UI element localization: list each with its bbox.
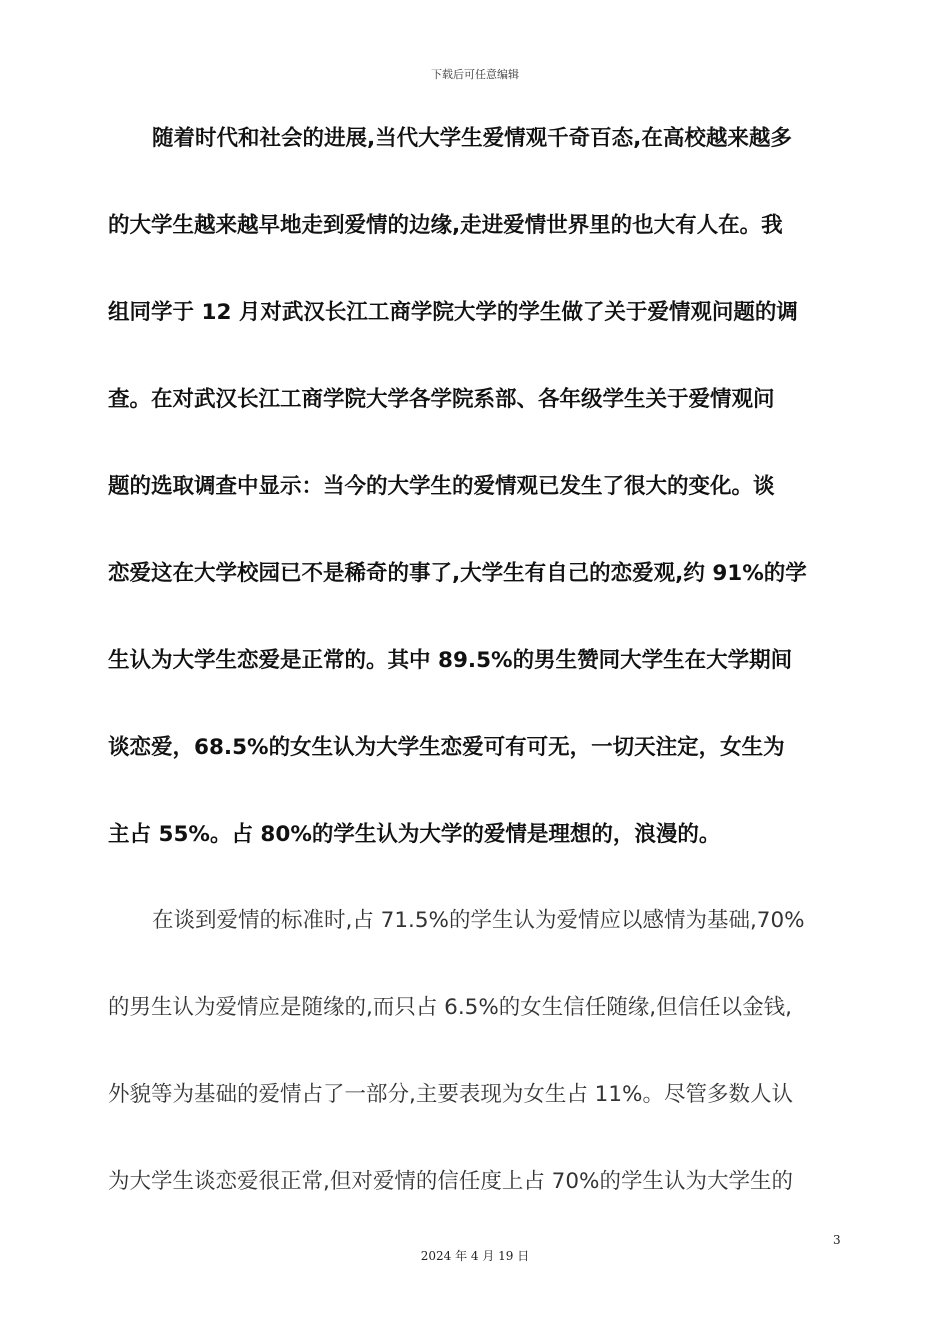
page-header: 下载后可任意编辑	[431, 68, 519, 81]
text-line: 主占 55%。占 80%的学生认为大学的爱情是理想的，浪漫的。	[108, 822, 721, 847]
footer-date: 2024 年 4 月 19 日	[420, 1249, 530, 1263]
text-line: 查。在对武汉长江工商学院大学各学院系部、各年级学生关于爱情观问	[108, 387, 775, 412]
text-line: 的大学生越来越早地走到爱情的边缘,走进爱情世界里的也大有人在。我	[108, 213, 783, 238]
text-line: 谈恋爱，68.5%的女生认为大学生恋爱可有可无，一切天注定，女生为	[108, 735, 785, 760]
text-line: 题的选取调查中显示：当今的大学生的爱情观已发生了很大的变化。谈	[108, 474, 775, 499]
text-line: 生认为大学生恋爱是正常的。其中 89.5%的男生赞同大学生在大学期间	[108, 648, 793, 673]
page-number: 3	[833, 1233, 841, 1247]
text-line: 的男生认为爱情应是随缘的,而只占 6.5%的女生信任随缘,但信任以金钱,	[108, 995, 792, 1020]
text-line: 在谈到爱情的标准时,占 71.5%的学生认为爱情应以感情为基础,70%	[152, 908, 805, 933]
text-line: 恋爱这在大学校园已不是稀奇的事了,大学生有自己的恋爱观,约 91%的学	[108, 561, 807, 586]
text-line: 外貌等为基础的爱情占了一部分,主要表现为女生占 11%。尽管多数人认	[108, 1082, 793, 1107]
text-line: 为大学生谈恋爱很正常,但对爱情的信任度上占 70%的学生认为大学生的	[108, 1169, 793, 1194]
text-line: 随着时代和社会的进展,当代大学生爱情观千奇百态,在高校越来越多	[152, 126, 792, 151]
text-line: 组同学于 12 月对武汉长江工商学院大学的学生做了关于爱情观问题的调	[108, 300, 798, 325]
